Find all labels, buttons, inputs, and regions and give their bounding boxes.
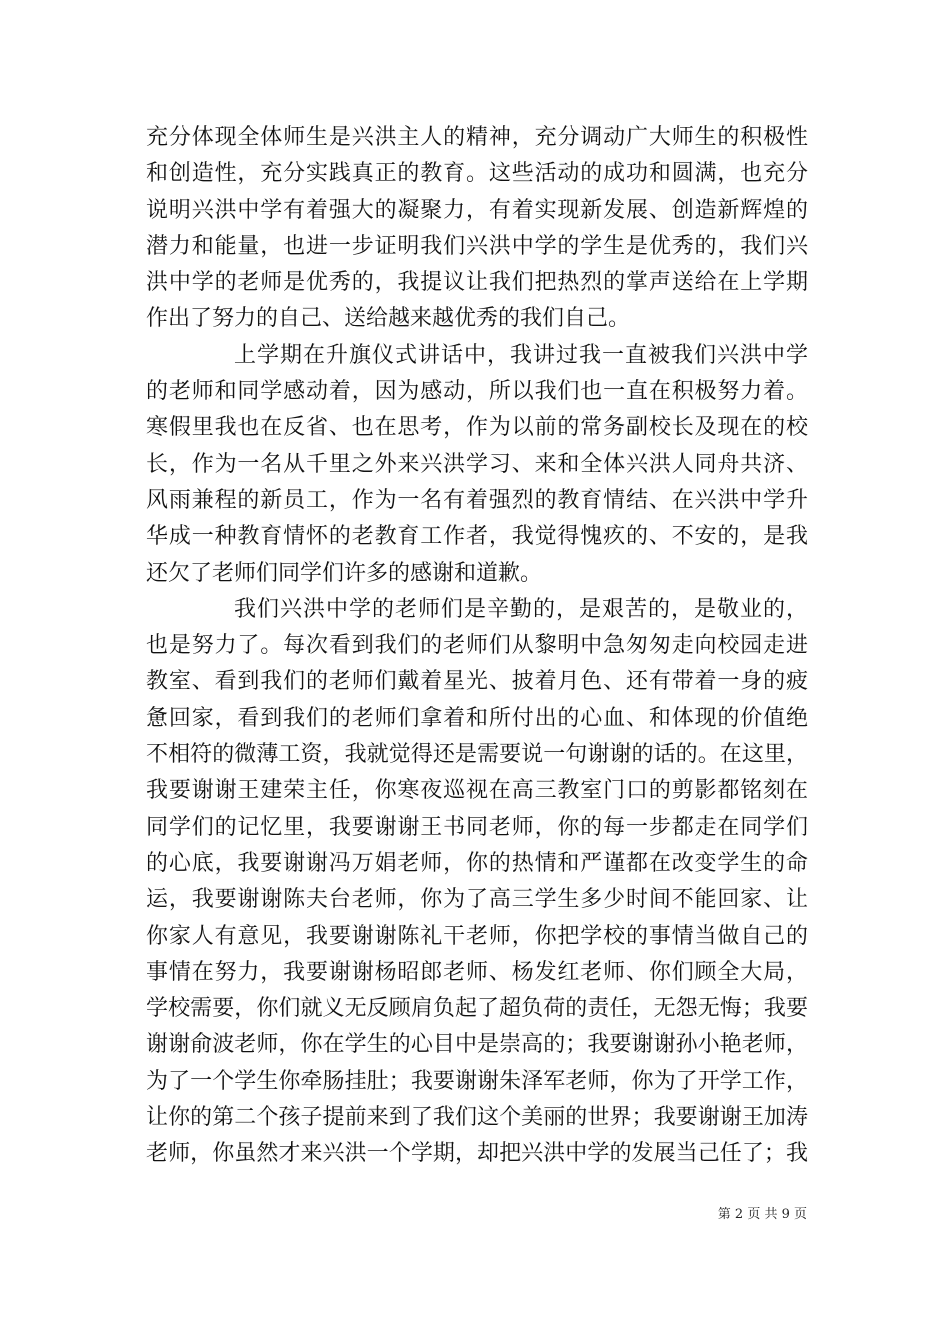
- text-line: 的心底，我要谢谢冯万娟老师，你的热情和严谨都在改变学生的命: [146, 850, 808, 876]
- text-line: 充分体现全体师生是兴洪主人的精神，充分调动广大师生的积极性: [146, 125, 808, 150]
- paragraph-1: [146, 120, 808, 338]
- text-line: 还欠了老师们同学们许多的感谢和道歉。: [146, 560, 543, 586]
- text-line: 作出了努力的自己、送给越来越优秀的我们自己。: [146, 306, 631, 332]
- text-line: 教室、看到我们的老师们戴着星光、披着月色、还有带着一身的疲: [146, 669, 808, 695]
- text-line: 学校需要，你们就义无反顾肩负起了超负荷的责任，无怨无悔；我要: [146, 996, 808, 1022]
- text-line: 老师，你虽然才来兴洪一个学期，却把兴洪中学的发展当己任了；我: [146, 1141, 808, 1167]
- text-line: 也是努力了。每次看到我们的老师们从黎明中急匆匆走向校园走进: [146, 633, 808, 659]
- text-line: 谢谢俞波老师，你在学生的心目中是崇高的；我要谢谢孙小艳老师，: [146, 1032, 808, 1058]
- text-line: 为了一个学生你牵肠挂肚；我要谢谢朱泽军老师，你为了开学工作，: [146, 1068, 808, 1094]
- text-line: 和创造性，充分实践真正的教育。这些活动的成功和圆满，也充分: [146, 161, 808, 187]
- text-line: 洪中学的老师是优秀的，我提议让我们把热烈的掌声送给在上学期: [146, 270, 808, 296]
- paragraph-2: [146, 338, 808, 592]
- text-line: 运，我要谢谢陈夫台老师，你为了高三学生多少时间不能回家、让: [146, 887, 808, 913]
- text-line: 让你的第二个孩子提前来到了我们这个美丽的世界；我要谢谢王加涛: [146, 1105, 808, 1131]
- text-line: 说明兴洪中学有着强大的凝聚力，有着实现新发展、创造新辉煌的: [146, 197, 808, 223]
- text-line: 华成一种教育情怀的老教育工作者，我觉得愧疚的、不安的，是我: [146, 524, 808, 550]
- text-line: 的老师和同学感动着，因为感动，所以我们也一直在积极努力着。: [146, 379, 808, 405]
- text-line: 同学们的记忆里，我要谢谢王书同老师，你的每一步都走在同学们: [146, 814, 808, 840]
- text-line: 长，作为一名从千里之外来兴洪学习、来和全体兴洪人同舟共济、: [146, 451, 808, 477]
- text-line: 事情在努力，我要谢谢杨昭郎老师、杨发红老师、你们顾全大局，: [146, 959, 808, 985]
- text-line: 潜力和能量，也进一步证明我们兴洪中学的学生是优秀的，我们兴: [146, 233, 808, 259]
- paragraph-3: [146, 592, 808, 1173]
- text-line: 风雨兼程的新员工，作为一名有着强烈的教育情结、在兴洪中学升: [146, 487, 808, 513]
- text-line: 寒假里我也在反省、也在思考，作为以前的常务副校长及现在的校: [146, 415, 808, 441]
- text-line: 惫回家，看到我们的老师们拿着和所付出的心血、和体现的价值绝: [146, 705, 808, 731]
- body-text: [146, 120, 808, 1173]
- text-line: 不相符的微薄工资，我就觉得还是需要说一句谢谢的话的。在这里，: [146, 742, 808, 768]
- text-line: 我要谢谢王建荣主任，你寒夜巡视在高三教室门口的剪影都铭刻在: [146, 778, 808, 804]
- text-line: 你家人有意见，我要谢谢陈礼干老师，你把学校的事情当做自己的: [146, 923, 808, 949]
- text-line: 上学期在升旗仪式讲话中，我讲过我一直被我们兴洪中学: [234, 342, 808, 368]
- page-footer: 第 2 页 共 9 页: [717, 1207, 807, 1222]
- text-line: 我们兴洪中学的老师们是辛勤的，是艰苦的，是敬业的，: [234, 596, 808, 622]
